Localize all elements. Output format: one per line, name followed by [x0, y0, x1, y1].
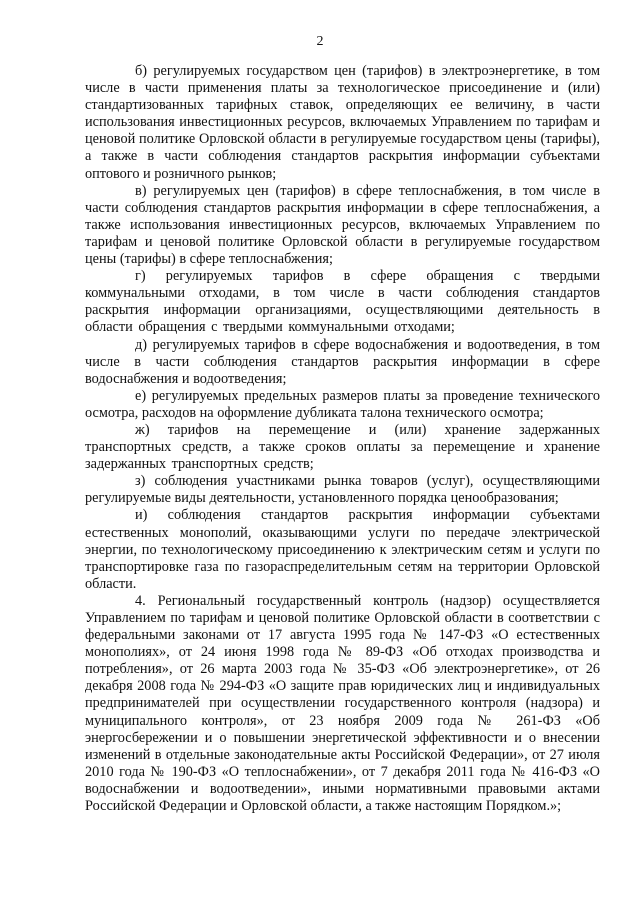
paragraph-g: г) регулируемых тарифов в сфере обращения с твердыми коммунальными отходами, в том числе в части соблюдения стандартов раскрытия информации организациями, осуществляющими деятельность в области обращения с твердыми коммунальными отходами;	[85, 268, 600, 336]
paragraph-d: д) регулируемых тарифов в сфере водоснабжения и водоотведения, в том числе в части соблюдения стандартов раскрытия информации в сфере водоснабжения и водоотведения;	[85, 336, 600, 387]
paragraph-e: е) регулируемых предельных размеров платы за проведение технического осмотра, расходов на оформление дубликата талона технического осмотра;	[85, 387, 600, 421]
document-body	[85, 63, 600, 815]
paragraph-b: б) регулируемых государством цен (тарифов) в электроэнергетике, в том числе в части применения платы за технологическое присоединение и (или) стандартизованных тарифных ставок, определяющих ее величину, в части использования инвестиционных ресурсов, включаемых Управлением по тарифам и ценовой политике Орловской области в регулируемые государством цены (тарифы), а также в части соблюдения стандартов раскрытия информации субъектами оптового и розничного рынков;	[85, 63, 600, 182]
paragraph-zh: ж) тарифов на перемещение и (или) хранение задержанных транспортных средств, а также сроков оплаты за перемещение и хранение задержанных транспортных средств;	[85, 421, 600, 473]
page-number: 2	[316, 34, 324, 49]
paragraph-v: в) регулируемых цен (тарифов) в сфере теплоснабжения, в том числе в части соблюдения стандартов раскрытия информации в сфере теплоснабжения, а также использования инвестиционных ресурсов, включаемых Управлением по тарифам и ценовой политике Орловской области в регулируемые государством цены (тарифы) в сфере теплоснабжения;	[85, 182, 600, 268]
paragraph-4: 4. Региональный государственный контроль (надзор) осуществляется Управлением по тарифам и ценовой политике Орловской области в соответствии с федеральными законами от 17 августа 1995 года № 147-ФЗ «О естественных монополиях», от 24 июня 1998 года № 89-ФЗ «Об отходах производства и потребления», от 26 марта 2003 года № 35-ФЗ «Об электроэнергетике», от 26 декабря 2008 года № 294-ФЗ «О защите прав юридических лиц и индивидуальных предпринимателей при осуществлении государственного контроля (надзора) и муниципального контроля», от 23 ноября 2009 года № 261-ФЗ «Об энергосбережении и о повышении энергетической эффективности и о внесении изменений в отдельные законодательные акты Российской Федерации», от 27 июля 2010 года № 190-ФЗ «О теплоснабжении», от 7 декабря 2011 года № 416-ФЗ «О водоснабжении и водоотведении», иными нормативными правовыми актами Российской Федерации и Орловской области, а также настоящим Порядком.»;	[85, 592, 600, 815]
paragraph-z: з) соблюдения участниками рынка товаров (услуг), осуществляющими регулируемые виды деятельности, установленного порядка ценообразования;	[85, 473, 600, 507]
paragraph-i: и) соблюдения стандартов раскрытия информации субъектами естественных монополий, оказывающими услуги по передаче электрической энергии, по технологическому присоединению к электрическим сетям и услуги по транспортировке газа по газораспределительным сетям на территории Орловской области.	[85, 507, 600, 592]
